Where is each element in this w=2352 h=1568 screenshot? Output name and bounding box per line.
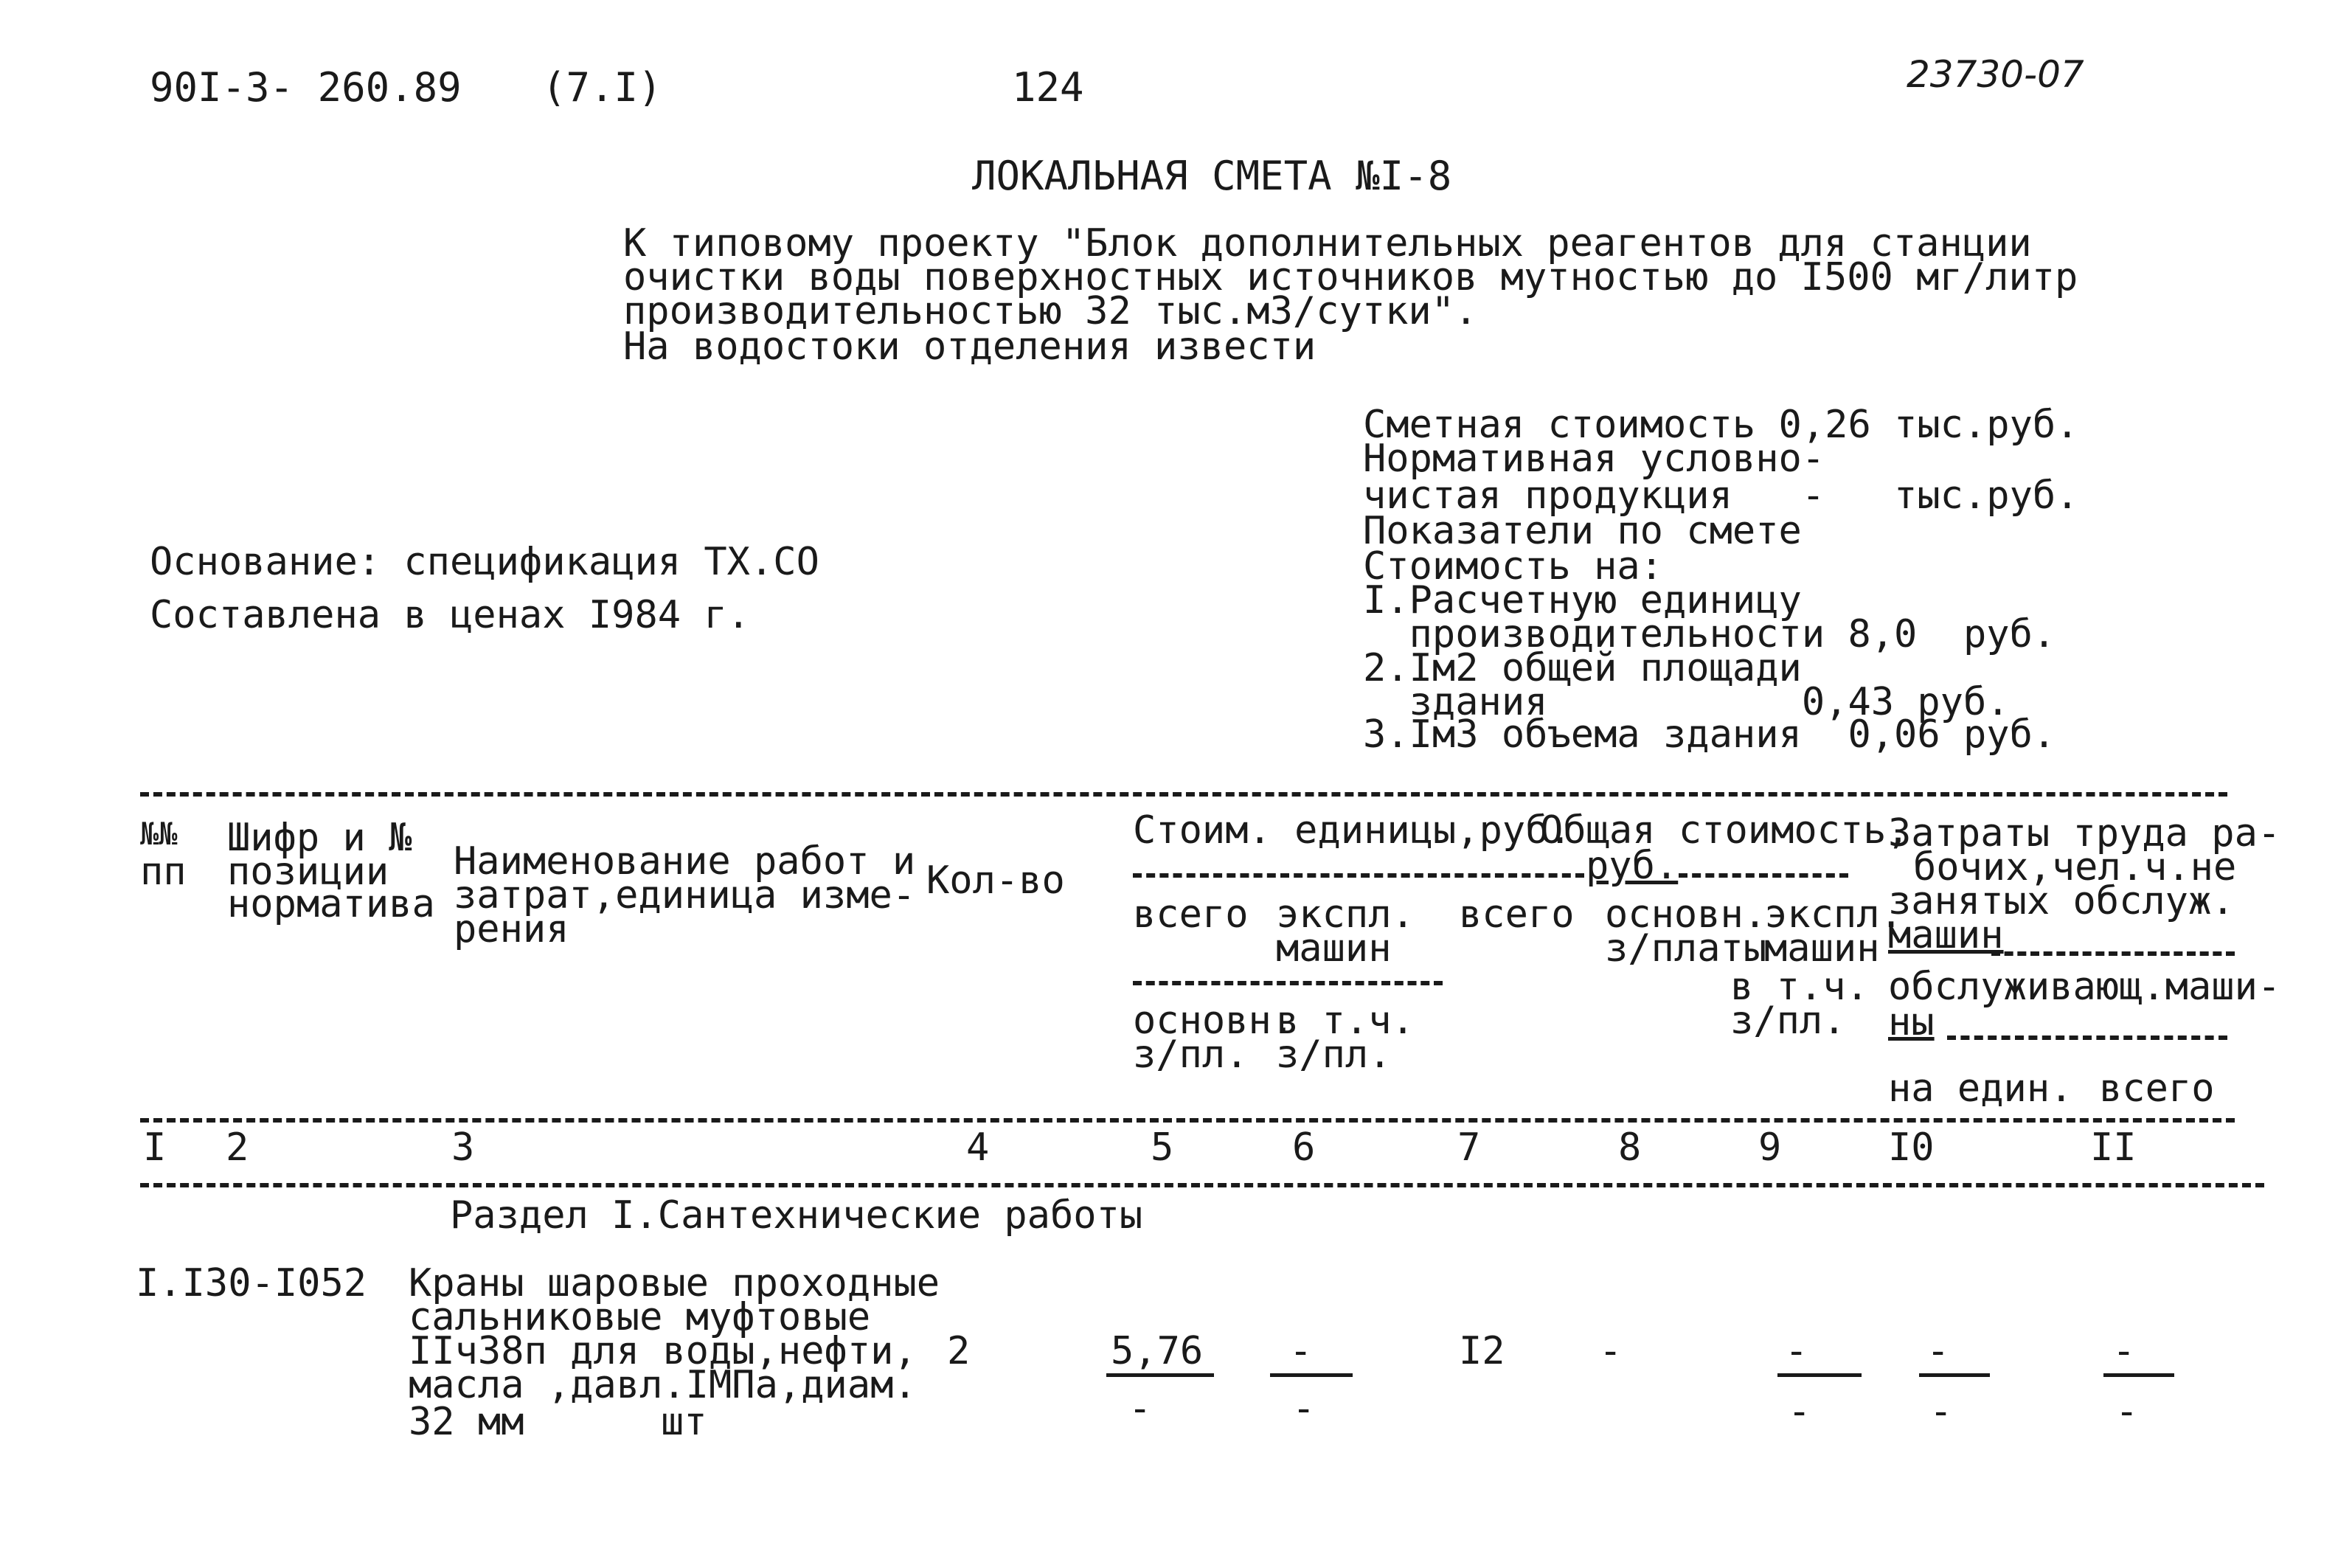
section-title: Раздел I.Сантехнические работы xyxy=(450,1193,1143,1238)
col-number-header: пп xyxy=(140,850,187,894)
total-machine-header: машин xyxy=(1764,926,1880,971)
column-number: 2 xyxy=(226,1125,249,1170)
divider xyxy=(140,1118,2235,1123)
column-number: 6 xyxy=(1292,1125,1316,1170)
col-code-header: Шифр и № xyxy=(227,816,412,860)
project-line: производительностью 32 тыс.м3/сутки". xyxy=(623,289,1478,333)
base-pay-header: з/платы xyxy=(1605,926,1767,971)
labor-header: Затраты труда ра- xyxy=(1888,811,2281,856)
base-wage-header: з/пл. xyxy=(1133,1033,1249,1077)
summary-line: чистая продукция - тыс.руб. xyxy=(1363,473,2079,518)
handwritten-number: 23730-07 xyxy=(1907,53,2084,96)
labor-total-header: всего xyxy=(2099,1066,2215,1111)
base-wage-header: основн. xyxy=(1133,999,1295,1043)
row-unit-machine: - xyxy=(1289,1329,1313,1373)
summary-line: производительности 8,0 руб. xyxy=(1363,612,2056,656)
unit-cost-header: Стоим. единицы,руб. xyxy=(1133,808,1572,853)
row-name-line: масла ,давл.IМПа,диам. xyxy=(409,1363,917,1407)
col-qty-header: Кол-во xyxy=(926,858,1065,903)
total-cost-header-unit: руб. xyxy=(1586,844,1679,888)
column-number: I xyxy=(143,1125,167,1170)
row-unit-incl-wage: - xyxy=(1292,1387,1316,1431)
divider xyxy=(1679,873,1848,878)
price-level: Составлена в ценах I984 г. xyxy=(150,593,750,637)
project-line: очистки воды поверхностных источников мутностью до I500 мг/литр xyxy=(623,255,2078,299)
total-incl-wage-header: в т.ч. xyxy=(1730,965,1869,1009)
row-quantity: 2 xyxy=(947,1329,971,1373)
column-number: II xyxy=(2090,1125,2137,1170)
row-total-machine: - xyxy=(1785,1329,1808,1373)
service-header: обслуживающ.маши- xyxy=(1888,965,2281,1009)
row-labor-per-unit: - xyxy=(1926,1329,1950,1373)
row-name-line: 32 мм xyxy=(409,1400,524,1444)
col-number-header: №№ xyxy=(140,816,178,852)
row-total: I2 xyxy=(1459,1329,1505,1373)
fraction-line xyxy=(2103,1373,2174,1377)
project-line: На водостоки отделения извести xyxy=(623,325,1317,369)
unit-total-header: всего xyxy=(1133,892,1249,937)
row-name-line: IIч38п для воды,нефти, xyxy=(409,1329,917,1373)
document-title: ЛОКАЛЬНАЯ СМЕТА №I-8 xyxy=(972,153,1452,199)
total-cost-header: Общая стоимость, xyxy=(1540,808,1909,853)
summary-line: Сметная стоимость 0,26 тыс.руб. xyxy=(1363,403,2079,447)
divider xyxy=(1947,1035,2227,1040)
summary-line: Стоимость на: xyxy=(1363,544,1663,589)
summary-line: I.Расчетную единицу xyxy=(1363,578,1802,622)
project-line: К типовому проекту "Блок дополнительных реагентов для станции xyxy=(623,221,2032,266)
col-code-header: позиции xyxy=(227,850,389,894)
incl-wage-header: в т.ч. xyxy=(1276,999,1415,1043)
summary-line: здания 0,43 руб. xyxy=(1363,680,2010,724)
labor-header: занятых обслуж. xyxy=(1888,879,2235,923)
row-labor-total: - xyxy=(2112,1329,2136,1373)
fraction-line xyxy=(1919,1373,1990,1377)
total-header: всего xyxy=(1459,892,1575,937)
col-name-header: Наименование работ и xyxy=(454,839,916,884)
summary-line: 3.Iм3 объема здания 0,06 руб. xyxy=(1363,712,2056,757)
row-labor-per-unit-sub: - xyxy=(1929,1390,1953,1434)
column-number: 8 xyxy=(1618,1125,1642,1170)
divider xyxy=(1133,981,1443,985)
unit-machine-header: экспл. xyxy=(1276,892,1415,937)
column-number: 5 xyxy=(1151,1125,1174,1170)
column-number: 9 xyxy=(1758,1125,1782,1170)
total-machine-header: экспл. xyxy=(1764,892,1903,937)
volume-number: (7.I) xyxy=(542,64,662,111)
row-name-line: сальниковые муфтовые xyxy=(409,1295,871,1339)
column-number: 4 xyxy=(966,1125,990,1170)
row-total-base-pay: - xyxy=(1599,1329,1623,1373)
incl-wage-header: з/пл. xyxy=(1276,1033,1392,1077)
col-name-header: затрат,единица изме- xyxy=(454,873,916,917)
fraction-line xyxy=(1106,1373,1214,1377)
per-unit-header: на един. xyxy=(1888,1066,2073,1111)
row-name-line: Краны шаровые проходные xyxy=(409,1261,940,1305)
labor-header: бочих,чел.ч.не xyxy=(1913,845,2237,889)
col-name-header: рения xyxy=(454,907,569,951)
column-number: 3 xyxy=(451,1125,475,1170)
row-unit: шт xyxy=(661,1400,707,1444)
col-code-header: норматива xyxy=(227,882,435,926)
fraction-line xyxy=(1270,1373,1353,1377)
divider xyxy=(140,792,2227,797)
summary-line: Нормативная условно- xyxy=(1363,437,1825,481)
summary-line: 2.Iм2 общей площади xyxy=(1363,646,1802,690)
column-number: 7 xyxy=(1457,1125,1481,1170)
row-labor-total-sub: - xyxy=(2115,1390,2139,1434)
estimate-basis: Основание: спецификация ТХ.СО xyxy=(150,540,819,584)
total-incl-wage-header: з/пл. xyxy=(1730,999,1846,1043)
row-total-incl-wage: - xyxy=(1788,1390,1811,1434)
divider xyxy=(1133,873,1584,878)
divider xyxy=(1991,951,2235,956)
labor-header: машин xyxy=(1888,913,2004,957)
document-code: 90I-3- 260.89 xyxy=(150,64,462,111)
summary-line: Показатели по смете xyxy=(1363,509,1802,553)
base-pay-header: основн. xyxy=(1605,892,1767,937)
page-number: 124 xyxy=(1012,64,1084,111)
column-number: I0 xyxy=(1888,1125,1935,1170)
row-code: I.I30-I052 xyxy=(136,1261,367,1305)
fraction-line xyxy=(1777,1373,1862,1377)
row-unit-total: 5,76 xyxy=(1111,1329,1204,1373)
divider xyxy=(140,1183,2264,1187)
unit-machine-header: машин xyxy=(1276,926,1392,971)
service-header: ны xyxy=(1888,1000,1935,1044)
row-unit-base-wage: - xyxy=(1128,1387,1152,1431)
